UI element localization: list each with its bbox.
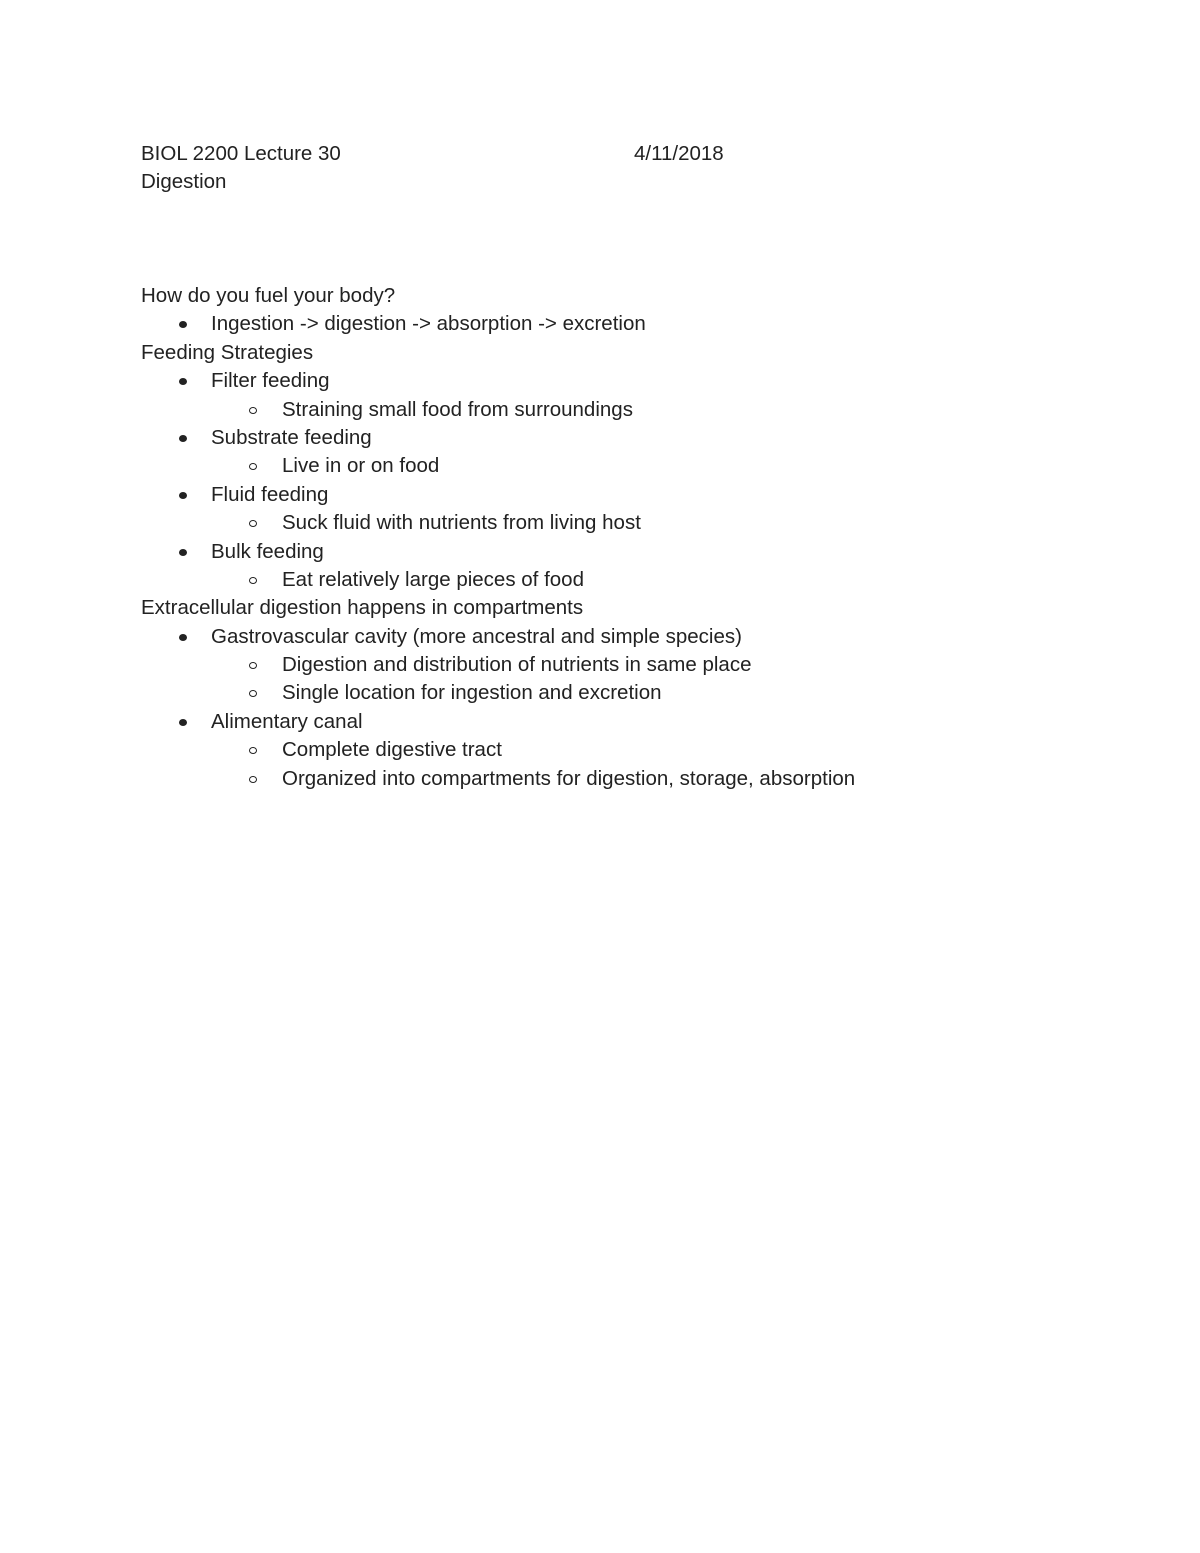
outline-bullet (141, 424, 1141, 452)
outline-text: Ingestion -> digestion -> absorption -> excretion (211, 312, 646, 336)
outline-text: Alimentary canal (211, 709, 363, 733)
outline-subbullet (141, 452, 1141, 480)
outline-bullet (141, 623, 1141, 651)
outline-subbullet (141, 566, 1141, 594)
outline-text: Gastrovascular cavity (more ancestral and simple species) (211, 624, 742, 648)
outline-bullet (141, 310, 1141, 338)
outline-bullet (141, 481, 1141, 509)
outline-text: Live in or on food (282, 454, 440, 478)
outline-subbullet (141, 396, 1141, 424)
bullet-disc-icon (179, 435, 187, 442)
outline-heading (141, 282, 1141, 310)
bullet-circle-icon (249, 690, 257, 697)
outline-text: Filter feeding (211, 369, 330, 393)
outline-text: Digestion and distribution of nutrients in same place (282, 653, 752, 677)
course-title: BIOL 2200 Lecture 30 (141, 142, 341, 165)
outline-subbullet (141, 679, 1141, 707)
bullet-disc-icon (179, 634, 187, 641)
outline-text: Extracellular digestion happens in compartments (141, 596, 584, 620)
outline-bullet (141, 708, 1141, 736)
bullet-disc-icon (179, 321, 187, 328)
lecture-date: 4/11/2018 (634, 142, 724, 165)
outline-subbullet (141, 509, 1141, 537)
outline-heading (141, 594, 1141, 622)
outline-subbullet (141, 651, 1141, 679)
outline-text: Feeding Strategies (141, 340, 314, 364)
lecture-topic: Digestion (141, 170, 227, 193)
outline-text: Complete digestive tract (282, 738, 502, 762)
outline-bullet (141, 538, 1141, 566)
outline-subbullet (141, 736, 1141, 764)
outline-text: Suck fluid with nutrients from living host (282, 511, 641, 535)
bullet-disc-icon (179, 492, 187, 499)
outline-text: Organized into compartments for digestion, storage, absorption (282, 766, 856, 790)
outline-text: Straining small food from surroundings (282, 397, 633, 421)
outline-text: How do you fuel your body? (141, 284, 396, 307)
bullet-circle-icon (249, 577, 257, 584)
bullet-circle-icon (249, 662, 257, 669)
bullet-disc-icon (179, 719, 187, 726)
bullet-circle-icon (249, 747, 257, 754)
notes-outline (141, 282, 1141, 793)
outline-heading (141, 339, 1141, 367)
outline-text: Eat relatively large pieces of food (282, 567, 584, 591)
outline-bullet (141, 367, 1141, 395)
outline-text: Bulk feeding (211, 539, 324, 563)
bullet-circle-icon (249, 776, 257, 783)
bullet-circle-icon (249, 463, 257, 470)
outline-subbullet (141, 765, 1141, 793)
bullet-disc-icon (179, 378, 187, 385)
outline-text: Fluid feeding (211, 482, 329, 506)
outline-text: Substrate feeding (211, 425, 372, 449)
bullet-circle-icon (249, 407, 257, 414)
bullet-circle-icon (249, 520, 257, 527)
bullet-disc-icon (179, 549, 187, 556)
outline-text: Single location for ingestion and excretion (282, 681, 662, 705)
